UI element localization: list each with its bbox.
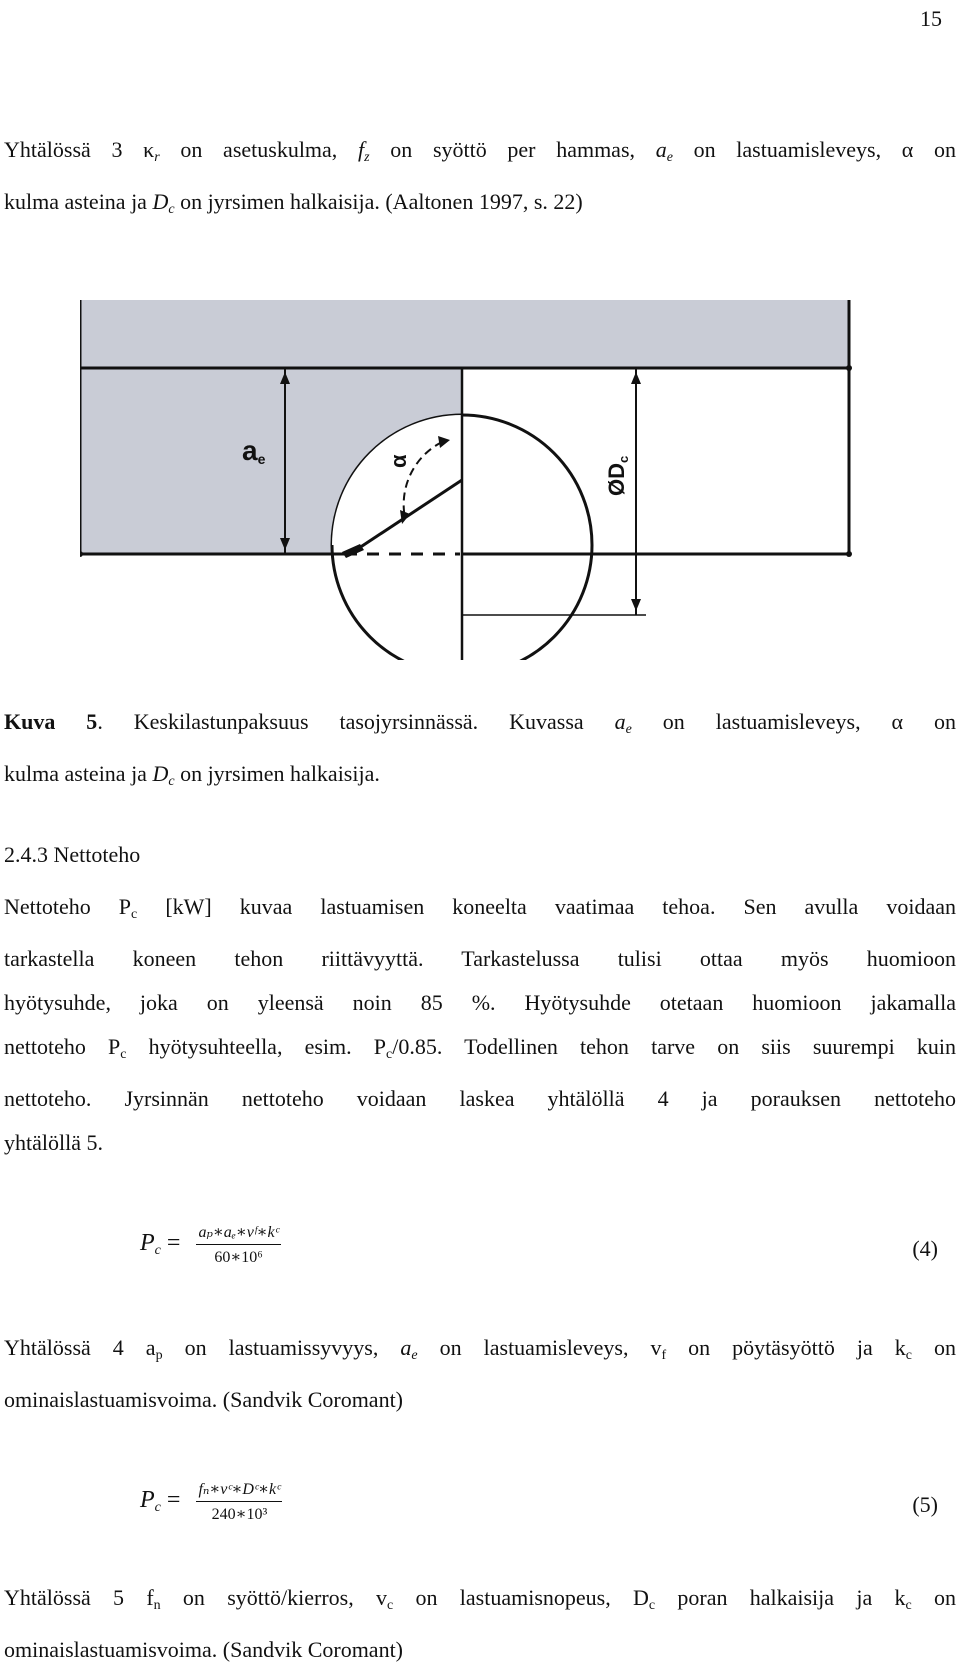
figure-caption (4, 700, 956, 804)
equation-5-number: (5) (912, 1492, 938, 1517)
equation-4: $P_c$ = $\frac{\text{aₚ∗aₑ∗vᶠ∗kᶜ}}{\text{60∗10⁶}}$ (140, 1224, 279, 1266)
paragraph-nettoteho-line-2: tarkastella koneen tehon riittävyyttä. Tarkastelussa tulisi ottaa myös huomioon (4, 946, 956, 971)
figure-caption-line-2: kulma asteina ja $D_c$ on jyrsimen halkaisija. (4, 761, 380, 789)
paragraph-eq5-explanation (4, 1576, 956, 1672)
equation-5-numerator: fₙ∗vᶜ∗Dᶜ∗kᶜ (196, 1479, 282, 1502)
paragraph-nettoteho-line-3: hyötysuhde, joka on yleensä noin 85 %. Hyötysuhde otetaan huomioon jakamalla (4, 990, 956, 1015)
paragraph-nettoteho-line-5: nettoteho. Jyrsinnän nettoteho voidaan laskea yhtälöllä 4 ja porauksen nettoteho (4, 1086, 956, 1111)
equation-4-numerator: aₚ∗aₑ∗vᶠ∗kᶜ (196, 1222, 280, 1245)
paragraph-nettoteho-line-4: nettoteho $P_c$ hyötysuhteella, esim. $P_c/0.85$. Todellinen tehon tarve on siis suurempi kuin (4, 1034, 957, 1062)
page-number: 15 (920, 6, 942, 31)
equation-4-number: (4) (912, 1236, 938, 1261)
paragraph-intro-line-1: Yhtälössä 3 $\kappa_r$ on asetuskulma, $f_z$ on syöttö per hammas, $a_e$ on lastuamisleveys, α on (4, 137, 956, 165)
paragraph-eq4-explanation-line-2: ominaislastuamisvoima. (Sandvik Coromant) (4, 1387, 404, 1412)
milling-diagram (80, 300, 898, 660)
figure-caption-line-1: Kuva 5. Keskilastunpaksuus tasojyrsinnässä. Kuvassa $a_e$ on lastuamisleveys, α on (4, 709, 956, 737)
paragraph-nettoteho (4, 885, 956, 1165)
dc-label: ØDc (604, 455, 631, 496)
paragraph-eq5-explanation-line-2: ominaislastuamisvoima. (Sandvik Coromant) (4, 1637, 404, 1662)
section-heading: 2.4.3 Nettoteho (4, 842, 141, 867)
paragraph-nettoteho-line-1: Nettoteho $P_c$ [kW] kuvaa lastuamisen koneelta vaatimaa tehoa. Sen avulla voidaan (4, 894, 956, 922)
paragraph-eq4-explanation-line-1: Yhtälössä 4 $a_p$ on lastuamissyvyys, $a_e$ on lastuamisleveys, $v_f$ on pöytäsyöttö ja $k_c$ on (4, 1335, 957, 1363)
workpiece-top-strip (80, 300, 849, 368)
paragraph-nettoteho-line-6: yhtälöllä 5. (4, 1130, 103, 1155)
paragraph-intro (4, 128, 956, 232)
paragraph-eq5-explanation-line-1: Yhtälössä 5 $f_n$ on syöttö/kierros, $v_c$ on lastuamisnopeus, $D_c$ poran halkaisija ja $k_c$ on (4, 1585, 956, 1613)
equation-5: $P_c$ = $\frac{\text{fₙ∗vᶜ∗Dᶜ∗kᶜ}}{\text{240∗10³}}$ (140, 1481, 281, 1523)
paragraph-intro-line-2: kulma asteina ja $D_c$ on jyrsimen halkaisija. (Aaltonen 1997, s. 22) (4, 189, 583, 217)
equation-5-denominator: 240∗10³ (211, 1506, 268, 1523)
equation-4-denominator: 60∗10⁶ (214, 1249, 263, 1266)
paragraph-eq4-explanation (4, 1326, 956, 1422)
ae-label: ae (242, 435, 266, 467)
alpha-label: α (386, 454, 411, 468)
